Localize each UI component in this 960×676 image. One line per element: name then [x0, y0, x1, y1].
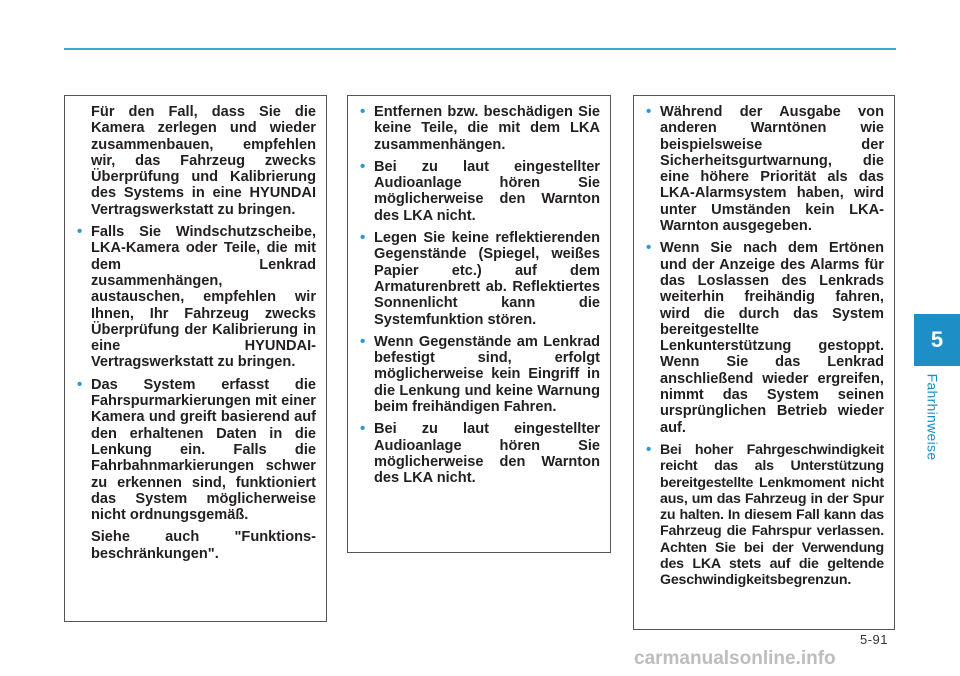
note-item: • Falls Sie Windschutzscheibe, LKA-Kamera oder Teile, die mit dem Lenkrad zusammenhängen, austauschen, empfehlen wir Ihnen, Ihr Fahrzeug zwecks Überprüfung der Kalibrierung in eine HYUNDAI-Vertragswerkstatt zu bringen. — [77, 224, 316, 371]
note-box-left — [64, 95, 327, 622]
note-item: • Wenn Sie nach dem Ertönen und der Anzeige des Alarms für das Loslassen des Lenkrads weiterhin freihändig fahren, wird die durch das System bereitgestellte Lenkunterstützung gestoppt. Wenn Sie das Lenkrad anschließend wieder ergreifen, nimmt das System seinen ursprünglichen Betrieb wieder auf. — [646, 240, 884, 436]
note-box-right — [633, 95, 895, 630]
chapter-title: Fahrhinweise — [924, 373, 940, 461]
note-item: • Bei zu laut eingestellter Audioanlage hören Sie möglicherweise den Warnton des LKA nicht. — [360, 159, 600, 224]
note-item: Siehe auch "Funktions-beschränkungen". — [91, 529, 316, 562]
note-item: • Bei hoher Fahrgeschwindigkeit reicht das als Unterstützung bereitgestellte Lenkmoment nicht aus, um das Fahrzeug in der Spur zu halten. In diesem Fall kann das Fahrzeug die Fahrspur verlassen. Achten Sie bei der Verwendung des LKA stets auf die geltende Geschwindigkeitsbegrenzun. — [646, 442, 884, 589]
note-item: • Wenn Gegenstände am Lenkrad befestigt sind, erfolgt möglicherweise kein Eingriff in die Lenkung und keine Warnung beim freihändigen Fahren. — [360, 334, 600, 415]
note-item: • Bei zu laut eingestellter Audioanlage hören Sie möglicherweise den Warnton des LKA nicht. — [360, 421, 600, 486]
note-item: • Entfernen bzw. beschädigen Sie keine Teile, die mit dem LKA zusammenhängen. — [360, 104, 600, 153]
chapter-number: 5 — [930, 327, 944, 352]
note-item: • Das System erfasst die Fahrspurmarkierungen mit einer Kamera und greift basierend auf den erhaltenen Daten in die Lenkung ein. Falls die Fahrbahnmarkierungen schwer zu erkennen sind, funktioniert das System möglicherweise nicht ordnungsgemäß. — [77, 377, 316, 524]
header-rule — [64, 48, 896, 50]
chapter-title-vertical — [919, 372, 945, 462]
page-number: 5-91 — [859, 632, 888, 647]
note-box-middle — [347, 95, 611, 553]
note-item: Für den Fall, dass Sie die Kamera zerlegen und wieder zusammenbauen, empfehlen wir, das Fahrzeug zwecks Überprüfung und Kalibrierung des Systems in eine HYUNDAI Vertragswerkstatt zu bringen. — [91, 104, 316, 218]
note-item: • Legen Sie keine reflektierenden Gegenstände (Spiegel, weißes Papier etc.) auf dem Armaturenbrett ab. Reflektiertes Sonnenlicht kann die Systemfunktion stören. — [360, 230, 600, 328]
watermark-text: carmanualsonline.info — [634, 648, 836, 669]
note-item: • Während der Ausgabe von anderen Warntönen wie beispielsweise der Sicherheitsgurtwarnung, die eine höhere Priorität als das LKA-Alarmsystem haben, wird unter Umständen kein LKA-Warnton ausgegeben. — [646, 104, 884, 234]
chapter-number-tab[interactable] — [914, 314, 960, 366]
